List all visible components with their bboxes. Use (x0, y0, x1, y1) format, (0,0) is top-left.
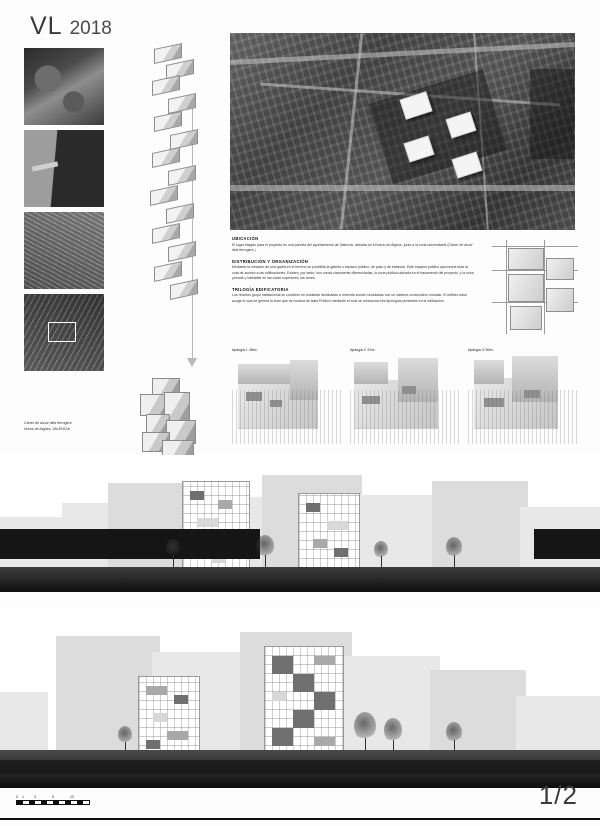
scale-tick: 10 (70, 795, 74, 799)
constructive-detail-axonometry (492, 240, 578, 334)
tree (374, 541, 388, 567)
text-heading: UBICACIÓN (232, 236, 259, 241)
facade-panel (306, 503, 320, 512)
facade-panel (174, 695, 188, 704)
massing-block (152, 223, 180, 244)
massing-block (154, 111, 182, 132)
facade-panel (327, 521, 348, 530)
unit-facade-louvers (232, 390, 341, 444)
tower-building-2 (264, 646, 344, 756)
text-body: Los recintos grupo habitacional se conciben en unidades destinadas a vivienda social/ moduladas con un sistema constructivo modular. El edificio base acoge el cual se genera la torre que se modula de tales Público mediante el cual se cohesiona tres tipologías presentes en la edificación. (232, 293, 467, 303)
unit-axonometry-type-2 (350, 348, 459, 446)
tower-building-2 (298, 493, 360, 569)
detail-volume (508, 248, 544, 270)
unit-wall (238, 364, 290, 384)
unit-drawing (468, 356, 577, 444)
photo-coastline-aerial (24, 130, 104, 207)
detail-volume (546, 288, 574, 312)
unit-typology-axonometries (232, 348, 578, 446)
tree (446, 537, 462, 567)
detail-volume (510, 306, 542, 330)
massing-block (152, 75, 180, 96)
photo-urban-fabric-aerial (24, 212, 104, 289)
unit-wall (474, 360, 504, 384)
text-block (232, 287, 475, 305)
project-description (232, 236, 475, 309)
caption-line-1: Carrer de alcoi/ dels ferrogers (24, 421, 72, 425)
caption-line-2: Horns de Aigües, VALENCIA (24, 426, 70, 431)
unit-baseline (474, 428, 558, 429)
massing-block (166, 203, 194, 224)
unit-axonometry-type-3 (468, 348, 577, 446)
unit-label: tipología 2: 57m² (350, 348, 376, 352)
facade-panel (153, 713, 167, 722)
page-number: 1/2 (538, 780, 578, 810)
unit-facade-louvers (468, 390, 577, 444)
unit-wall (354, 362, 388, 384)
facade-panel (146, 686, 167, 695)
facade-panel (272, 728, 293, 746)
massing-block (170, 279, 198, 300)
massing-block (150, 185, 178, 206)
massing-block (152, 147, 180, 168)
terrain-hatch-band (0, 760, 600, 774)
scale-tick: 3 (34, 795, 36, 799)
detail-line (506, 240, 507, 334)
facade-panel (218, 500, 232, 509)
tree (166, 539, 180, 567)
page-title-main: VL (30, 12, 62, 40)
facade-panel (334, 548, 348, 557)
text-heading: TRILOGÍA EDIFICATORIA (232, 286, 289, 292)
unit-label: tipología 1: 48m² (232, 348, 258, 352)
facade-panel (190, 491, 204, 500)
unit-baseline (238, 428, 318, 429)
facade-panel (146, 740, 160, 749)
dark-context-band-right (534, 529, 600, 559)
unit-facade-louvers (350, 390, 459, 444)
unit-drawing (350, 356, 459, 444)
unit-axonometry-type-1 (232, 348, 341, 446)
detail-volume (508, 274, 544, 302)
massing-sequence-diagram (130, 40, 220, 450)
scale-tick: 1 (22, 795, 24, 799)
scale-tick: 0 (16, 795, 18, 799)
facade-panel (293, 674, 314, 692)
unit-drawing (232, 356, 341, 444)
massing-block (154, 43, 182, 64)
detail-line (492, 246, 578, 247)
photo-site-plot-aerial (24, 294, 104, 371)
elevation-north (0, 455, 600, 592)
green-area (368, 69, 507, 184)
road (340, 33, 364, 229)
text-body: El lugar elegido para el proyecto es una parcela del ayuntamiento de Valencia, ubicada en el barrio de Algiros, junto a la zona universitaria (Carrer de alcoi/ dels ferrogers.) (232, 242, 473, 253)
page-title-year: 2018 (69, 18, 112, 39)
facade-panel (314, 737, 335, 746)
facade-panel (272, 692, 286, 701)
elevation-south (0, 608, 600, 788)
massing-block (154, 261, 182, 282)
bottom-rule (0, 818, 600, 820)
detail-volume (546, 258, 574, 280)
detail-line (544, 240, 545, 334)
final-massing-volume (138, 378, 210, 464)
site-aerial-photograph (230, 33, 575, 230)
unit-baseline (354, 428, 438, 429)
tree (256, 535, 274, 567)
scale-bar-graphic (16, 800, 90, 805)
background-building (516, 696, 600, 754)
process-arrow-head (187, 358, 197, 367)
facade-panel (313, 539, 327, 548)
site-location-caption (24, 421, 120, 432)
facade-panel (314, 656, 335, 665)
text-heading: DISTRIBUCIÓN Y ORGANIZACIÓN (232, 258, 309, 264)
facade-panel (197, 518, 218, 527)
massing-block (170, 129, 198, 150)
dark-context-band-left (0, 529, 260, 559)
text-body: Mediante la creación de una grafía en el terreno se posibilita la galeria o espacio público, de paso y de estancia. Este espacio público aprovecha toda la cota de acceso a las edificaciones. Existen, por tanto, dos zonas claramente diferenciadas, la zona pública ubicada en el basamento del proyecto, y la zona privada y habitable en las cotas superiores, las torres. (232, 265, 474, 281)
page-title (30, 12, 112, 41)
photo-site-aerial-dark (24, 48, 104, 125)
tower-building-1 (138, 676, 200, 756)
text-block (232, 236, 475, 254)
scale-tick: 5 (52, 795, 54, 799)
background-building (0, 692, 48, 754)
text-block (232, 259, 475, 282)
site-photo-strip (24, 48, 104, 376)
unit-label: tipología 3: 90m² (468, 348, 494, 352)
tree (384, 718, 402, 754)
facade-panel (272, 656, 293, 674)
road (230, 185, 575, 191)
facade-panel (293, 710, 314, 728)
ground-section (0, 567, 600, 592)
facade-panel (167, 731, 188, 740)
background-building (356, 495, 440, 567)
graphic-scale-bar (16, 795, 136, 805)
tree (354, 712, 376, 754)
background-building (430, 670, 526, 754)
road (230, 42, 575, 65)
facade-panel (314, 692, 335, 710)
green-area (530, 69, 574, 159)
